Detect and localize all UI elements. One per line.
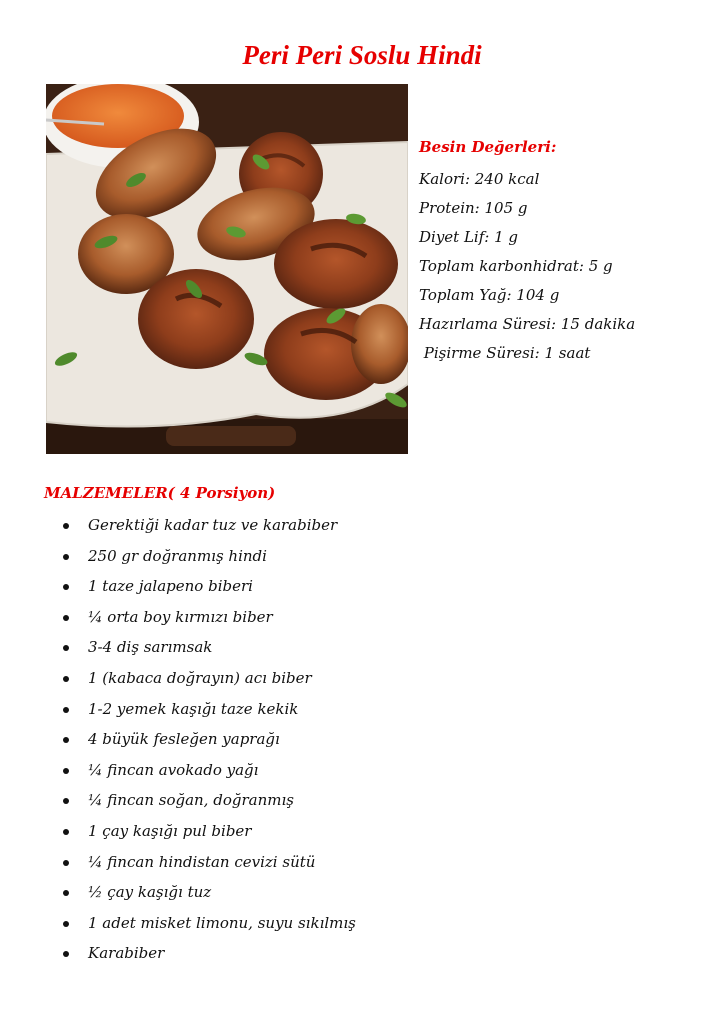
bullet-icon xyxy=(63,523,69,529)
nutrition-carbs: Toplam karbonhidrat: 5 g xyxy=(419,257,613,275)
nutrition-calories: Kalori: 240 kcal xyxy=(419,170,540,188)
list-item xyxy=(60,724,356,755)
list-item xyxy=(60,908,356,939)
bullet-icon xyxy=(63,676,69,682)
ingredients-list xyxy=(60,510,356,969)
nutrition-panel xyxy=(419,136,719,368)
ingredient-text: ¼ fincan soğan, doğranmış xyxy=(88,791,294,810)
list-item xyxy=(60,510,356,541)
list-item xyxy=(60,847,356,878)
nutrition-fat: Toplam Yağ: 104 g xyxy=(419,286,560,304)
bullet-icon xyxy=(63,921,69,927)
ingredient-text: 1-2 yemek kaşığı taze kekik xyxy=(88,699,299,718)
ingredient-text: ¼ fincan avokado yağı xyxy=(88,760,259,779)
list-item xyxy=(60,938,356,969)
list-item xyxy=(60,602,356,633)
list-item xyxy=(60,877,356,908)
bullet-icon xyxy=(63,615,69,621)
bullet-icon xyxy=(63,860,69,866)
ingredient-text: 1 taze jalapeno biberi xyxy=(88,577,253,596)
ingredient-text: 3-4 diş sarımsak xyxy=(88,638,213,657)
ingredient-text: 1 çay kaşığı pul biber xyxy=(88,821,252,840)
bullet-icon xyxy=(63,737,69,743)
bullet-icon xyxy=(63,584,69,590)
list-item xyxy=(60,541,356,572)
bullet-icon xyxy=(63,707,69,713)
grilled-chicken-photo-icon xyxy=(46,84,408,454)
list-item xyxy=(60,571,356,602)
bullet-icon xyxy=(63,768,69,774)
bullet-icon xyxy=(63,554,69,560)
bullet-icon xyxy=(63,798,69,804)
ingredient-text: ¼ orta boy kırmızı biber xyxy=(88,607,273,626)
ingredient-text: 250 gr doğranmış hindi xyxy=(88,546,267,565)
bullet-icon xyxy=(63,829,69,835)
bullet-icon xyxy=(63,645,69,651)
list-item xyxy=(60,816,356,847)
list-item xyxy=(60,755,356,786)
bullet-icon xyxy=(63,951,69,957)
ingredient-text: 1 adet misket limonu, suyu sıkılmış xyxy=(88,913,356,932)
recipe-photo xyxy=(46,84,408,454)
list-item xyxy=(60,785,356,816)
ingredient-text: 4 büyük fesleğen yaprağı xyxy=(88,730,280,749)
ingredient-text: Karabiber xyxy=(88,944,165,963)
ingredients-heading: MALZEMELER( 4 Porsiyon) xyxy=(44,484,276,502)
list-item xyxy=(60,663,356,694)
list-item xyxy=(60,694,356,725)
list-item xyxy=(60,632,356,663)
ingredient-text: Gerektiği kadar tuz ve karabiber xyxy=(88,516,338,534)
ingredient-text: ¼ fincan hindistan cevizi sütü xyxy=(88,852,316,871)
bullet-icon xyxy=(63,890,69,896)
nutrition-protein: Protein: 105 g xyxy=(419,199,528,217)
ingredient-text: ½ çay kaşığı tuz xyxy=(88,883,212,902)
nutrition-cook-time: Pişirme Süresi: 1 saat xyxy=(419,344,591,362)
ingredient-text: 1 (kabaca doğrayın) acı biber xyxy=(88,668,312,687)
nutrition-heading: Besin Değerleri: xyxy=(419,138,557,156)
page-title: Peri Peri Soslu Hindi xyxy=(242,40,482,70)
nutrition-prep-time: Hazırlama Süresi: 15 dakika xyxy=(419,315,636,333)
nutrition-fiber: Diyet Lif: 1 g xyxy=(419,228,519,246)
